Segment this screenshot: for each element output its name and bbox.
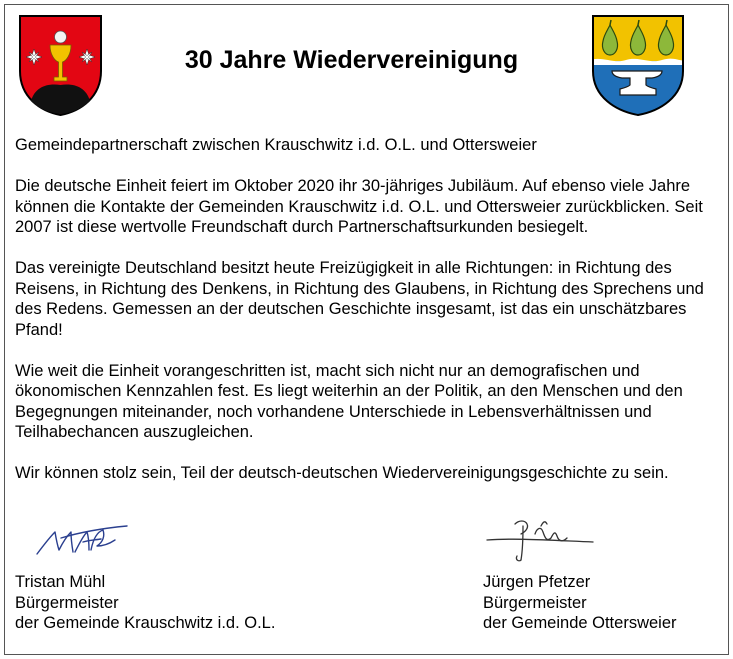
signer-right-municipality: der Gemeinde Ottersweier <box>483 614 677 632</box>
paragraph-3: Wie weit die Einheit vorangeschritten ist, macht sich nicht nur an demografischen und ökonomischen Kennzahlen fest. Es liegt weiterhin an der Politik, an den Menschen und den Begegnungen miteinander, noch vorhandene Unterschiede in Lebensverhältnissen und Teilhabechancen auszugleichen. <box>15 361 683 441</box>
document-title: 30 Jahre Wiedervereinigung <box>184 46 519 74</box>
signer-right-name: Jürgen Pfetzer <box>483 573 591 591</box>
paragraph-4: Wir können stolz sein, Teil der deutsch-deutschen Wiedervereinigungsgeschichte zu sein. <box>15 464 669 482</box>
signer-left <box>15 572 275 634</box>
paragraph-2: Das vereinigte Deutschland besitzt heute Freizügigkeit in alle Richtungen: in Richtung des Reisens, in Richtung des Denkens, in Richtung des Glaubens, in Richtung des Sprechens und des Redens. Gemessen an der deutschen Geschichte insgesamt, ist das ein unschätzbares Pfand! <box>15 259 704 339</box>
signer-left-role: Bürgermeister <box>15 593 119 612</box>
ottersweier-coat-of-arms-icon <box>590 13 686 117</box>
signer-right <box>483 572 677 634</box>
signature-pfetzer-icon <box>485 516 595 564</box>
letter-body <box>15 135 720 484</box>
signer-left-municipality: der Gemeinde Krauschwitz i.d. O.L. <box>15 614 276 632</box>
subtitle: Gemeindepartnerschaft zwischen Krauschwitz i.d. O.L. und Ottersweier <box>15 136 537 154</box>
krauschwitz-coat-of-arms-icon <box>17 13 104 117</box>
paragraph-1: Die deutsche Einheit feiert im Oktober 2020 ihr 30-jähriges Jubiläum. Auf ebenso viele Jahre können die Kontakte der Gemeinden Krauschwitz i.d. O.L. und Ottersweier zurückblicken. Seit 2007 ist diese wertvolle Freundschaft durch Partnerschaftsurkunden besiegelt. <box>15 177 703 236</box>
signer-right-role: Bürgermeister <box>483 593 587 612</box>
document-page <box>4 4 729 655</box>
signer-left-name: Tristan Mühl <box>15 573 106 591</box>
signature-muehl-icon <box>31 522 131 558</box>
